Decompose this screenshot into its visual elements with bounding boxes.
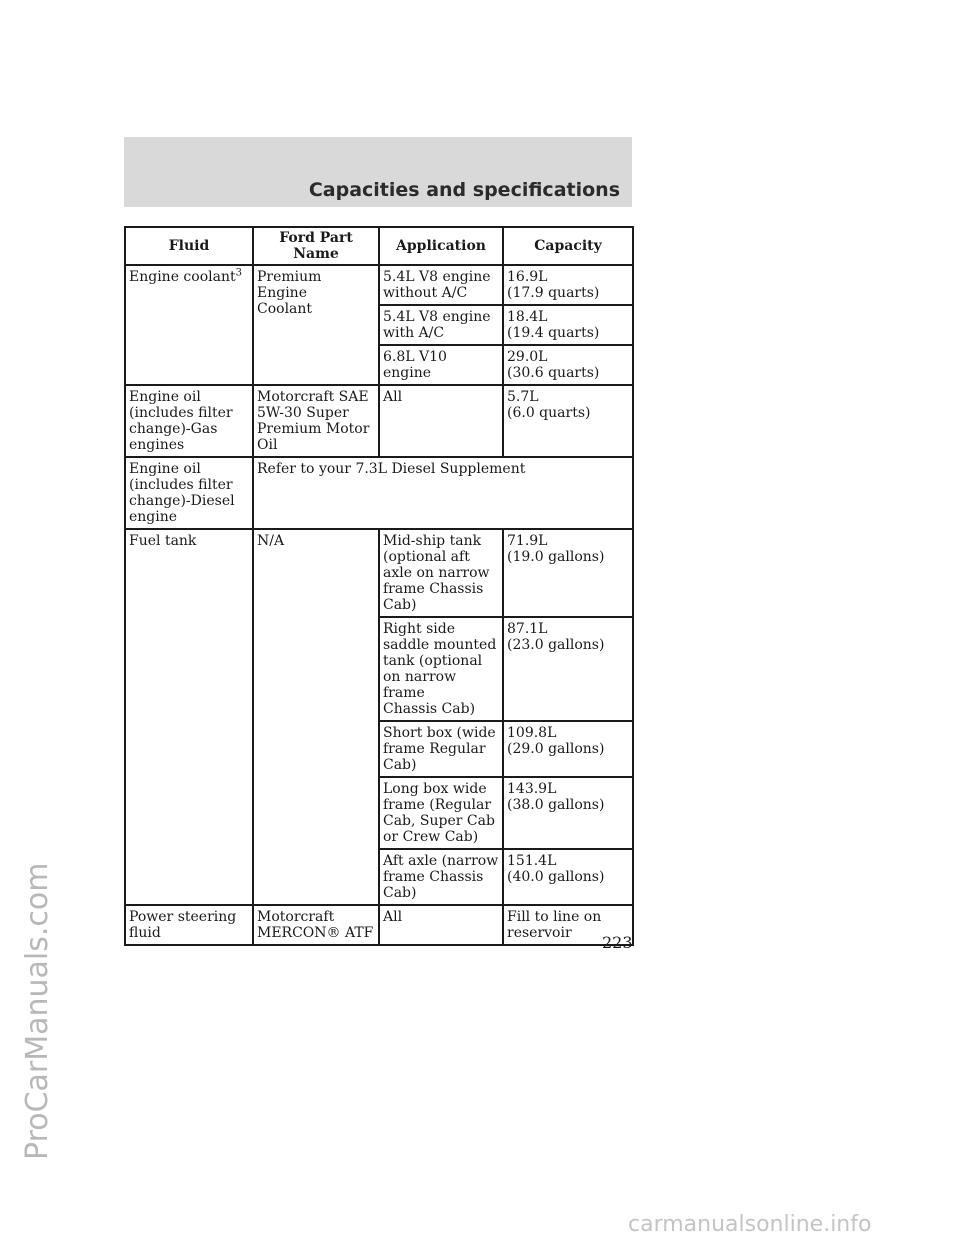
application-cell: Mid-ship tank (optional aft axle on narrow frame Chassis Cab) (379, 529, 503, 617)
application-cell: Short box (wide frame Regular Cab) (379, 721, 503, 777)
section-title: Capacities and specifications (308, 179, 620, 201)
bottom-watermark: carmanualsonline.info (628, 1212, 872, 1237)
fluid-cell (125, 265, 253, 385)
capacity-cell: 16.9L (17.9 quarts) (503, 265, 633, 305)
fluid-cell: Power steering fluid (125, 905, 253, 945)
section-header-band (124, 137, 632, 207)
capacity-cell: 143.9L (38.0 gallons) (503, 777, 633, 849)
footnote-marker: 3 (235, 267, 242, 279)
diesel-note-cell: Refer to your 7.3L Diesel Supplement (253, 457, 633, 529)
part-cell: Motorcraft MERCON® ATF (253, 905, 379, 945)
header-ford-part-name: Ford Part Name (253, 227, 379, 265)
application-cell: Right side saddle mounted tank (optional on narrow frame Chassis Cab) (379, 617, 503, 721)
header-fluid: Fluid (125, 227, 253, 265)
capacity-cell: 87.1L (23.0 gallons) (503, 617, 633, 721)
header-application: Application (379, 227, 503, 265)
fluid-name: Engine coolant (129, 269, 236, 285)
application-cell: All (379, 385, 503, 457)
application-cell: 5.4L V8 engine with A/C (379, 305, 503, 345)
part-cell: Premium Engine Coolant (253, 265, 379, 385)
table-row (125, 457, 633, 529)
fluid-cell: Engine oil (includes filter change)-Gas engines (125, 385, 253, 457)
side-watermark: ProCarManuals.com (20, 862, 55, 1160)
capacity-cell: 29.0L (30.6 quarts) (503, 345, 633, 385)
fluid-cell: Fuel tank (125, 529, 253, 905)
capacity-cell: 151.4L (40.0 gallons) (503, 849, 633, 905)
application-cell: Long box wide frame (Regular Cab, Super Cab or Crew Cab) (379, 777, 503, 849)
part-cell: N/A (253, 529, 379, 905)
capacity-cell: 109.8L (29.0 gallons) (503, 721, 633, 777)
table-row (125, 905, 633, 945)
table-header-row (125, 227, 633, 265)
header-capacity: Capacity (503, 227, 633, 265)
capacities-table (124, 226, 634, 946)
capacity-cell: 71.9L (19.0 gallons) (503, 529, 633, 617)
table-row (125, 265, 633, 305)
application-cell: Aft axle (narrow frame Chassis Cab) (379, 849, 503, 905)
capacity-cell: Fill to line on reservoir (503, 905, 633, 945)
application-cell: 5.4L V8 engine without A/C (379, 265, 503, 305)
capacity-cell: 18.4L (19.4 quarts) (503, 305, 633, 345)
part-cell: Motorcraft SAE 5W-30 Super Premium Motor Oil (253, 385, 379, 457)
application-cell: 6.8L V10 engine (379, 345, 503, 385)
fluid-cell: Engine oil (includes filter change)-Diesel engine (125, 457, 253, 529)
capacity-cell: 5.7L (6.0 quarts) (503, 385, 633, 457)
table-row (125, 385, 633, 457)
table-row (125, 529, 633, 617)
page-number: 223 (602, 933, 633, 952)
application-cell: All (379, 905, 503, 945)
